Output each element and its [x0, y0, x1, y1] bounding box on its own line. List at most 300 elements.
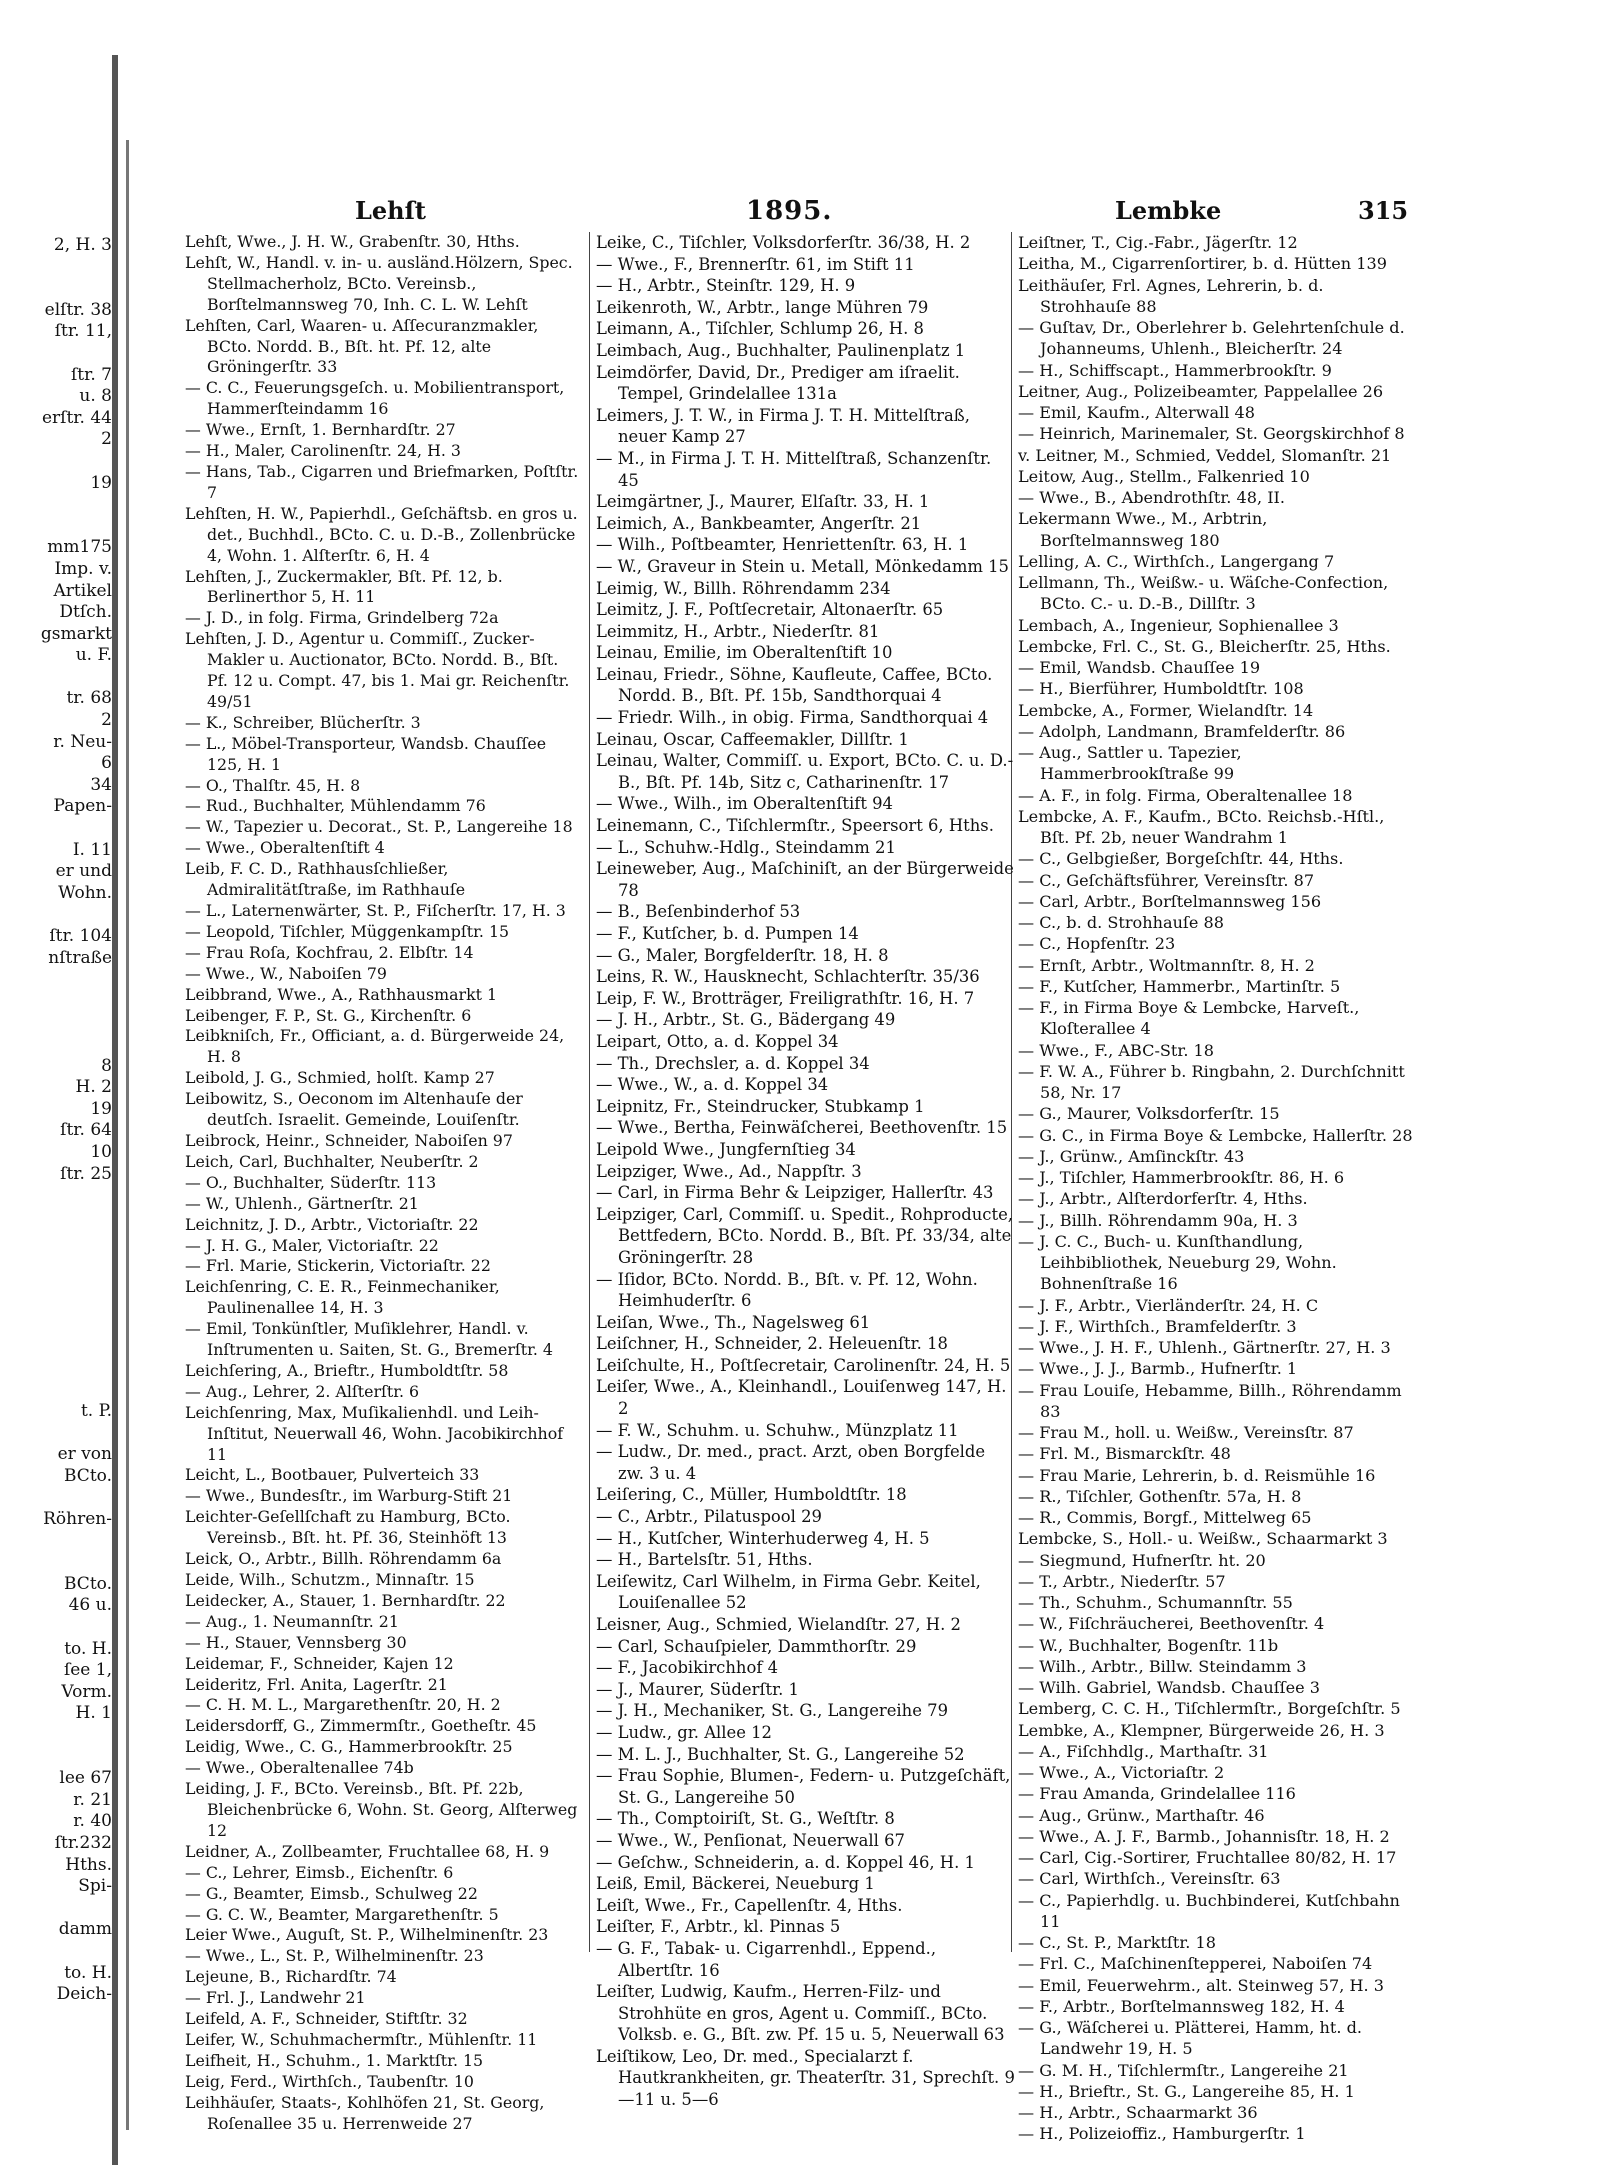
directory-entry: — Aug., Grünw., Marthaſtr. 46 — [1018, 1805, 1265, 1825]
prev-page-line: 2, H. 3 — [53, 235, 112, 255]
directory-entry: Leiß, Emil, Bäckerei, Neueburg 1 — [596, 1874, 875, 1894]
prev-page-line — [0, 1617, 112, 1639]
prev-page-line: Papen- — [53, 796, 112, 817]
directory-entry: Lellmann, Th., Weißw.- u. Wäſche-Confection, BCto. C.- u. D.-B., Dillſtr. 3 — [1018, 573, 1389, 614]
directory-entry: — W., Buchhalter, Bogenſtr. 11b — [1018, 1635, 1279, 1655]
directory-entry: Leimig, W., Billh. Röhrendamm 234 — [596, 578, 891, 598]
directory-entry: — Ludw., Dr. med., pract. Arzt, oben Borgfelde zw. 3 u. 4 — [596, 1442, 986, 1483]
directory-entry: Leimann, A., Tiſchler, Schlump 26, H. 8 — [596, 319, 924, 339]
directory-entry: Lembcke, A., Former, Wielandſtr. 14 — [1018, 700, 1314, 720]
directory-entry: — Emil, Wandsb. Chauſſee 19 — [1018, 658, 1261, 677]
directory-entry: Leinemann, C., Tiſchlermſtr., Speersort 6, Hths. — [596, 816, 994, 836]
prev-page-line: 19 — [90, 472, 112, 493]
prev-page-line — [0, 818, 112, 840]
directory-entry: — K., Schreiber, Blücherſtr. 3 — [185, 712, 421, 732]
prev-page-line: Hths. — [65, 1854, 112, 1875]
directory-entry: — A., Fiſchhdlg., Marthaſtr. 31 — [1018, 1741, 1269, 1761]
prev-page-line: nſtraße — [48, 947, 112, 968]
directory-entry: Lembach, A., Ingenieur, Sophienallee 3 — [1018, 615, 1339, 635]
directory-entry: — F., Kutſcher, Hammerbr., Martinſtr. 5 — [1018, 976, 1341, 996]
prev-page-line — [0, 1250, 112, 1272]
prev-page-line: ſtr.232 — [54, 1832, 112, 1853]
prev-page-line — [0, 1423, 112, 1445]
directory-entry: — R., Tiſchler, Gothenſtr. 57a, H. 8 — [1018, 1486, 1302, 1506]
directory-entry: — J. D., in folg. Firma, Grindelberg 72a — [185, 608, 499, 628]
prev-page-line: t. P. — [80, 1401, 112, 1422]
directory-entry: Leig, Ferd., Wirthſch., Taubenſtr. 10 — [185, 2071, 474, 2091]
directory-entry: Leichſenring, C. E. R., Feinmechaniker, Paulinenallee 14, H. 3 — [185, 1277, 500, 1318]
directory-entry: — G., Beamter, Eimsb., Schulweg 22 — [185, 1883, 478, 1903]
directory-entry: Leitow, Aug., Stellm., Falkenried 10 — [1018, 466, 1310, 486]
directory-entry: — Aug., Lehrer, 2. Alſterſtr. 6 — [185, 1381, 420, 1401]
directory-entry: — H., Stauer, Vennsberg 30 — [185, 1632, 407, 1652]
directory-entry: — G., Maurer, Volksdorferſtr. 15 — [1018, 1104, 1280, 1124]
directory-entry: — C., b. d. Strohhauſe 88 — [1018, 913, 1225, 932]
directory-entry: — R., Commis, Borgf., Mittelweg 65 — [1018, 1508, 1312, 1527]
prev-page-line: 19 — [90, 1098, 112, 1119]
directory-entry: Leichnitz, J. D., Arbtr., Victoriaſtr. 22 — [185, 1214, 479, 1234]
directory-entry: Leiſan, Wwe., Th., Nagelsweg 61 — [596, 1312, 871, 1332]
directory-entry: Leimers, J. T. W., in Firma J. T. H. Mittelſtraß, neuer Kamp 27 — [596, 405, 970, 447]
directory-entry: Leiſtner, T., Cig.-Fabr., Jägerſtr. 12 — [1018, 233, 1298, 252]
previous-page-text — [0, 235, 112, 2006]
prev-page-line: Dtſch. — [59, 602, 112, 623]
prev-page-line: u. 8 — [79, 386, 112, 407]
directory-entry: Leisner, Aug., Schmied, Wielandſtr. 27, H. 2 — [596, 1615, 961, 1634]
prev-page-line: 8 — [101, 1055, 112, 1076]
directory-entry: — H., Schiffscapt., Hammerbrookſtr. 9 — [1018, 360, 1332, 380]
directory-entry: — Emil, Tonkünſtler, Muſiklehrer, Handl. v. Inſtrumenten u. Saiten, St. G., Bremerſtr. 4 — [185, 1319, 553, 1360]
directory-entry: — G., Maler, Borgfelderſtr. 18, H. 8 — [596, 945, 889, 965]
directory-entry: — L., Möbel-Transporteur, Wandsb. Chauſſee 125, H. 1 — [185, 733, 547, 774]
directory-column-1 — [185, 232, 582, 2134]
directory-entry: Leithäuſer, Frl. Agnes, Lehrerin, b. d. Strohhauſe 88 — [1018, 275, 1324, 316]
directory-entry: — Emil, Feuerwehrm., alt. Steinweg 57, H. 3 — [1018, 1975, 1385, 1995]
directory-entry: — Aug., Sattler u. Tapezier, Hammerbrookſtraße 99 — [1018, 743, 1242, 784]
prev-page-line — [0, 1941, 112, 1963]
directory-entry: — J., Arbtr., Alſterdorferſtr. 4, Hths. — [1018, 1189, 1308, 1209]
directory-entry: — Frau Louiſe, Hebamme, Billh., Röhrendamm 83 — [1018, 1380, 1402, 1421]
directory-entry: — Frau Amanda, Grindelallee 116 — [1018, 1784, 1296, 1804]
directory-entry: v. Leitner, M., Schmied, Veddel, Slomanſtr. 21 — [1018, 445, 1392, 465]
directory-entry: — Siegmund, Hufnerſtr. ht. 20 — [1018, 1550, 1266, 1570]
prev-page-line: Röhren- — [43, 1509, 112, 1530]
directory-entry: Leibowitz, S., Oeconom im Altenhauſe der deutſch. Israelit. Gemeinde, Louiſenſtr. — [185, 1089, 523, 1130]
directory-entry: — Frau M., holl. u. Weißw., Vereinsſtr. 87 — [1018, 1423, 1354, 1442]
directory-entry: Leipziger, Carl, Commiſſ. u. Spedit., Rohproducte, Bettfedern, BCto. Nordd. B., Bſt. Pf. 33/34, alte Gröningerſtr. 28 — [596, 1204, 1013, 1267]
directory-entry: Leiſchulte, H., Poſtſecretair, Carolinenſtr. 24, H. 5 — [596, 1355, 1011, 1375]
directory-entry: Lehſten, H. W., Papierhdl., Geſchäftsb. en gros u. det., Buchhdl., BCto. C. u. D.-B., Zollenbrücke 4, Wohn. 1. Alſterſtr. 6, H. 4 — [185, 503, 578, 565]
directory-entry: — G., Wäſcherei u. Plätterei, Hamm, ht. d. Landwehr 19, H. 5 — [1018, 2018, 1363, 2059]
directory-entry: Leide, Wilh., Schutzm., Minnaſtr. 15 — [185, 1570, 475, 1589]
prev-page-line: I. 11 — [72, 839, 112, 860]
prev-page-line: BCto. — [64, 1573, 112, 1594]
directory-entry: Leimgärtner, J., Maurer, Elſaſtr. 33, H. 1 — [596, 492, 930, 512]
directory-entry: — F. W. A., Führer b. Ringbahn, 2. Durchſchnitt 58, Nr. 17 — [1018, 1061, 1405, 1102]
prev-page-line: r. 21 — [73, 1789, 112, 1810]
directory-entry: — F. W., Schuhm. u. Schuhw., Münzplatz 11 — [596, 1420, 959, 1440]
directory-entry: Leimich, A., Bankbeamter, Angerſtr. 21 — [596, 513, 922, 533]
directory-entry: — Wwe., B., Abendrothſtr. 48, II. — [1018, 488, 1286, 507]
page-gutter — [112, 55, 118, 2165]
directory-entry: — J. H., Arbtr., St. G., Bädergang 49 — [596, 1010, 896, 1030]
directory-entry: — Guſtav, Dr., Oberlehrer b. Gelehrtenſchule d. Johanneums, Uhlenh., Bleicherſtr. 24 — [1018, 318, 1405, 359]
prev-page-line — [0, 1012, 112, 1034]
directory-entry: Leifeld, A. F., Schneider, Stiftſtr. 32 — [185, 2009, 468, 2029]
prev-page-line — [0, 667, 112, 689]
directory-entry: Leike, C., Tiſchler, Volksdorferſtr. 36/38, H. 2 — [596, 233, 971, 252]
directory-entry: — H., Bierführer, Humboldtſtr. 108 — [1018, 679, 1304, 699]
directory-column-2 — [596, 232, 1016, 2111]
directory-entry: — H., Polizeioffiz., Hamburgerſtr. 1 — [1018, 2124, 1306, 2144]
directory-entry: Leineweber, Aug., Maſchiniſt, an der Bürgerweide 78 — [596, 859, 1014, 900]
prev-page-line — [0, 1725, 112, 1747]
directory-entry: — Hans, Tab., Cigarren und Briefmarken, Poſtſtr. 7 — [185, 461, 579, 502]
directory-entry: — M. L. J., Buchhalter, St. G., Langereihe 52 — [596, 1744, 965, 1764]
directory-entry: Lehſten, Carl, Waaren- u. Aſſecuranzmakler, BCto. Nordd. B., Bſt. ht. Pf. 12, alte Gröningerſtr. 33 — [185, 315, 539, 377]
directory-entry: — Th., Drechsler, a. d. Koppel 34 — [596, 1053, 870, 1073]
directory-entry: — C., St. P., Marktſtr. 18 — [1018, 1933, 1216, 1952]
prev-page-line: lee 67 — [59, 1768, 112, 1789]
prev-page-line — [0, 1531, 112, 1553]
directory-entry: — Rud., Buchhalter, Mühlendamm 76 — [185, 796, 486, 816]
directory-entry: — Carl, Arbtr., Borſtelmannsweg 156 — [1018, 891, 1322, 911]
directory-entry: Lembcke, A. F., Kaufm., BCto. Reichsb.-Hſtl., Bſt. Pf. 2b, neuer Wandrahm 1 — [1018, 806, 1385, 847]
prev-page-line: damm — [58, 1919, 112, 1940]
directory-entry: Leidecker, A., Stauer, 1. Bernhardſtr. 22 — [185, 1590, 506, 1610]
directory-entry: — W., Uhlenh., Gärtnerſtr. 21 — [185, 1193, 419, 1213]
prev-page-line — [0, 1747, 112, 1769]
prev-page-line — [0, 1898, 112, 1920]
directory-entry: Leideritz, Frl. Anita, Lagerſtr. 21 — [185, 1674, 448, 1694]
directory-entry: — H., Arbtr., Steinſtr. 129, H. 9 — [596, 276, 856, 296]
prev-page-line — [0, 1487, 112, 1509]
directory-entry: — F., in Firma Boye & Lembcke, Harveſt., Kloſterallee 4 — [1018, 998, 1360, 1039]
directory-entry: — Frl. J., Landwehr 21 — [185, 1988, 366, 2008]
directory-entry: Leifer, W., Schuhmachermſtr., Mühlenſtr. 11 — [185, 2029, 538, 2049]
prev-page-line — [0, 1228, 112, 1250]
directory-entry: — Wwe., Oberaltenſtift 4 — [185, 838, 385, 858]
prev-page-line: BCto. — [64, 1465, 112, 1486]
prev-page-line: u. F. — [75, 645, 112, 666]
directory-entry: — C., Gelbgießer, Borgeſchſtr. 44, Hths. — [1018, 849, 1344, 869]
directory-entry: Lembcke, Frl. C., St. G., Bleicherſtr. 25, Hths. — [1018, 636, 1391, 656]
prev-page-line: tr. 68 — [66, 688, 112, 709]
prev-page-line: er und — [55, 861, 112, 882]
directory-entry: Lembcke, S., Holl.- u. Weißw., Schaarmarkt 3 — [1018, 1529, 1388, 1549]
directory-entry: — Wwe., Bertha, Feinwäſcherei, Beethovenſtr. 15 — [596, 1118, 1008, 1138]
prev-page-line — [0, 1185, 112, 1207]
directory-entry: Leiſter, F., Arbtr., kl. Pinnas 5 — [596, 1917, 841, 1937]
prev-page-line — [0, 1272, 112, 1294]
directory-entry: — T., Arbtr., Niederſtr. 57 — [1018, 1571, 1226, 1591]
prev-page-line — [0, 1293, 112, 1315]
prev-page-line — [0, 1379, 112, 1401]
directory-entry: — Wwe., F., Brennerſtr. 61, im Stift 11 — [596, 254, 915, 274]
directory-entry: Leicht, L., Bootbauer, Pulverteich 33 — [185, 1465, 480, 1485]
prev-page-line — [0, 1358, 112, 1380]
directory-entry: — O., Buchhalter, Süderſtr. 113 — [185, 1172, 437, 1192]
prev-page-line: H. 2 — [75, 1077, 112, 1098]
directory-entry: Leiſering, C., Müller, Humboldtſtr. 18 — [596, 1485, 907, 1505]
prev-page-line: ſtr. 64 — [60, 1120, 112, 1141]
prev-page-line: 2 — [101, 429, 112, 450]
prev-page-line — [0, 278, 112, 300]
directory-entry: — Wwe., Bundesſtr., im Warburg-Stift 21 — [185, 1486, 513, 1506]
directory-entry: — H., Kutſcher, Winterhuderweg 4, H. 5 — [596, 1528, 930, 1548]
directory-entry: — Wwe., A., Victoriaſtr. 2 — [1018, 1763, 1225, 1782]
directory-entry: — C., Papierhdlg. u. Buchbinderei, Kutſchbahn 11 — [1018, 1890, 1400, 1931]
prev-page-line: gsmarkt — [40, 623, 112, 644]
directory-entry: — B., Beſenbinderhof 53 — [596, 902, 801, 922]
directory-entry: Lembke, A., Klempner, Bürgerweide 26, H. 3 — [1018, 1720, 1385, 1740]
directory-entry: Lelling, A. C., Wirthſch., Langergang 7 — [1018, 551, 1335, 571]
directory-entry: Leipold Wwe., Jungfernſtieg 34 — [596, 1139, 856, 1159]
directory-entry: Lehſt, W., Handl. v. in- u. ausländ.Hölzern, Spec. Stellmacherholz, BCto. Vereinsb., Borſtelmannsweg 70, Inh. C. L. W. Lehſt — [185, 252, 573, 314]
directory-entry: — Friedr. Wilh., in obig. Firma, Sandthorquai 4 — [596, 708, 989, 728]
directory-entry: — Wwe., W., Penſionat, Neuerwall 67 — [596, 1830, 905, 1850]
prev-page-line: ſtr. 7 — [70, 364, 112, 385]
directory-entry: — C., Lehrer, Eimsb., Eichenſtr. 6 — [185, 1862, 454, 1882]
prev-page-line: elſtr. 38 — [44, 299, 112, 320]
directory-entry: — Wwe., L., St. P., Wilhelminenſtr. 23 — [185, 1946, 484, 1966]
directory-entry: — L., Schuhw.-Hdlg., Steindamm 21 — [596, 837, 896, 857]
directory-entry: — J. C. C., Buch- u. Kunſthandlung, Leihbibliothek, Neueburg 29, Wohn. Bohnenſtraße 16 — [1018, 1231, 1337, 1294]
directory-entry: Leip, F. W., Brotträger, Freiligrathſtr. 16, H. 7 — [596, 988, 975, 1008]
directory-entry: — C., Hopfenſtr. 23 — [1018, 934, 1176, 954]
directory-entry: Leichſenring, Max, Muſikalienhdl. und Leih-Inſtitut, Neuerwall 46, Wohn. Jacobikirchhof 11 — [185, 1402, 564, 1464]
directory-entry: Leimdörfer, David, Dr., Prediger am iſraelit. Tempel, Grindelallee 131a — [596, 362, 960, 404]
directory-entry: — J., Maurer, Süderſtr. 1 — [596, 1679, 799, 1699]
directory-entry: Leidner, A., Zollbeamter, Fruchtallee 68, H. 9 — [185, 1841, 550, 1861]
page-number: 315 — [1358, 196, 1409, 225]
directory-entry: — Frau Roſa, Kochfrau, 2. Elbſtr. 14 — [185, 942, 474, 962]
directory-entry: — C., Geſchäftsführer, Vereinsſtr. 87 — [1018, 870, 1315, 890]
directory-entry: — J. F., Wirthſch., Bramfelderſtr. 3 — [1018, 1316, 1297, 1336]
directory-entry: — W., Fiſchräucherei, Beethovenſtr. 4 — [1018, 1614, 1325, 1634]
directory-entry: — H., Bartelsſtr. 51, Hths. — [596, 1550, 813, 1570]
prev-page-line: er von — [57, 1444, 112, 1465]
prev-page-line: to. H. — [64, 1962, 112, 1983]
directory-entry: Leipziger, Wwe., Ad., Nappſtr. 3 — [596, 1161, 862, 1181]
directory-entry: Leich, Carl, Buchhalter, Neuberſtr. 2 — [185, 1151, 479, 1171]
directory-entry: — Wwe., W., a. d. Koppel 34 — [596, 1075, 829, 1095]
directory-entry: Lehſt, Wwe., J. H. W., Grabenſtr. 30, Hths. — [185, 232, 520, 251]
prev-page-line — [0, 451, 112, 473]
directory-entry: — C. H. M. L., Margarethenſtr. 20, H. 2 — [185, 1695, 501, 1715]
directory-entry: — Frl. C., Maſchinenſtepperei, Naboiſen 74 — [1018, 1954, 1373, 1974]
directory-entry: Leichſering, A., Brieftr., Humboldtſtr. 58 — [185, 1360, 509, 1380]
prev-page-line: to. H. — [64, 1638, 112, 1659]
directory-entry: — Wwe., Ernſt, 1. Bernhardſtr. 27 — [185, 420, 456, 440]
directory-entry: — G. C., in Firma Boye & Lembcke, Hallerſtr. 28 — [1018, 1125, 1413, 1145]
directory-entry: — Carl, Wirthſch., Vereinsſtr. 63 — [1018, 1869, 1281, 1889]
prev-page-line: r. 40 — [73, 1811, 112, 1832]
directory-entry: — Carl, Cig.-Sortirer, Fruchtallee 80/82, H. 17 — [1018, 1848, 1397, 1867]
directory-entry: — Ernſt, Arbtr., Woltmannſtr. 8, H. 2 — [1018, 955, 1315, 975]
directory-entry: Leinau, Walter, Commiſſ. u. Export, BCto. C. u. D.-B., Bſt. Pf. 14b, Sitz c, Catharinenſtr. 17 — [596, 751, 1014, 792]
directory-entry: Leins, R. W., Hausknecht, Schlachterſtr. 35/36 — [596, 967, 980, 987]
prev-page-line: Spi- — [78, 1876, 112, 1897]
prev-page-line — [0, 1034, 112, 1056]
directory-entry: Leifheit, H., Schuhm., 1. Marktſtr. 15 — [185, 2050, 484, 2070]
prev-page-line — [0, 516, 112, 538]
prev-page-line: 6 — [101, 753, 112, 774]
directory-entry: — L., Laternenwärter, St. P., Fiſcherſtr. 17, H. 3 — [185, 901, 566, 920]
directory-entry: — Wwe., J. J., Barmb., Hufnerſtr. 1 — [1018, 1359, 1298, 1379]
directory-entry: Leipart, Otto, a. d. Koppel 34 — [596, 1031, 839, 1051]
directory-entry: — J. H., Mechaniker, St. G., Langereihe 79 — [596, 1701, 948, 1721]
directory-entry: Lemberg, C. C. H., Tiſchlermſtr., Borgeſchſtr. 5 — [1018, 1699, 1401, 1719]
directory-entry: — Heinrich, Marinemaler, St. Georgskirchhof 8 — [1018, 424, 1405, 444]
page-left-edge — [126, 140, 129, 2130]
prev-page-line: Vorm. — [61, 1681, 112, 1702]
directory-entry: — Wwe., Wilh., im Oberaltenſtift 94 — [596, 794, 893, 814]
directory-entry: — Geſchw., Schneiderin, a. d. Koppel 46, H. 1 — [596, 1852, 975, 1872]
directory-entry: Leidig, Wwe., C. G., Hammerbrookſtr. 25 — [185, 1737, 513, 1757]
directory-entry: Leichter-Geſellſchaft zu Hamburg, BCto. Vereinsb., Bſt. ht. Pf. 36, Steinhöft 13 — [185, 1507, 511, 1548]
prev-page-line — [0, 343, 112, 365]
directory-entry: Lehſten, J., Zuckermakler, Bſt. Pf. 12, b. Berlinerthor 5, H. 11 — [185, 566, 503, 607]
prev-page-line — [0, 969, 112, 991]
directory-entry: — J., Grünw., Amſinckſtr. 43 — [1018, 1146, 1245, 1166]
directory-entry: — J., Billh. Röhrendamm 90a, H. 3 — [1018, 1210, 1298, 1230]
directory-entry: — Wwe., J. H. F., Uhlenh., Gärtnerſtr. 27, H. 3 — [1018, 1338, 1391, 1357]
prev-page-line: r. Neu- — [53, 731, 112, 752]
directory-entry: — Frl. Marie, Stickerin, Victoriaſtr. 22 — [185, 1256, 491, 1276]
directory-entry: — Frl. M., Bismarckſtr. 48 — [1018, 1444, 1231, 1464]
directory-entry: Leibenger, F. P., St. G., Kirchenſtr. 6 — [185, 1005, 472, 1025]
directory-entry: Lejeune, B., Richardſtr. 74 — [185, 1967, 397, 1987]
prev-page-line — [0, 1336, 112, 1358]
directory-entry: — W., Graveur in Stein u. Metall, Mönkedamm 15 — [596, 556, 1009, 576]
prev-page-line — [0, 257, 112, 279]
prev-page-line: ſtr. 104 — [49, 926, 112, 946]
directory-entry: — H., Brieftr., St. G., Langereihe 85, H. 1 — [1018, 2081, 1355, 2101]
directory-entry: — Wilh., Poſtbeamter, Henriettenſtr. 63, H. 1 — [596, 535, 969, 555]
directory-entry: Leiſtikow, Leo, Dr. med., Specialarzt f. Hautkrankheiten, gr. Theaterſtr. 31, Sprechſt. 9—11 u. 5—6 — [596, 2046, 1015, 2110]
directory-entry: — Ludw., gr. Allee 12 — [596, 1722, 772, 1742]
directory-entry: — M., in Firma J. T. H. Mittelſtraß, Schanzenſtr. 45 — [596, 448, 992, 490]
directory-entry: Leib, F. C. D., Rathhausſchließer, Admiralitätſtraße, im Rathhauſe — [185, 859, 466, 900]
prev-page-line: 2 — [101, 710, 112, 731]
directory-entry: — Carl, Schauſpieler, Dammthorſtr. 29 — [596, 1636, 917, 1656]
directory-entry: Leitner, Aug., Polizeibeamter, Pappelallee 26 — [1018, 381, 1384, 401]
directory-entry: — G. M. H., Tiſchlermſtr., Langereihe 21 — [1018, 2060, 1349, 2080]
directory-entry: — A. F., in folg. Firma, Oberaltenallee 18 — [1018, 785, 1353, 805]
directory-entry: Leiſt, Wwe., Fr., Capellenſtr. 4, Hths. — [596, 1895, 903, 1915]
directory-entry: — H., Maler, Carolinenſtr. 24, H. 3 — [185, 441, 461, 461]
directory-entry: — Frau Marie, Lehrerin, b. d. Reismühle 16 — [1018, 1465, 1376, 1485]
directory-entry: Leipnitz, Fr., Steindrucker, Stubkamp 1 — [596, 1096, 925, 1116]
prev-page-line: Artikel — [53, 580, 112, 601]
prev-page-line: erſtr. 44 — [41, 407, 112, 428]
column-rule — [589, 232, 590, 1952]
directory-entry: Leiſer, Wwe., A., Kleinhandl., Louiſenweg 147, H. 2 — [596, 1377, 1007, 1419]
prev-page-line: ſtr. 11, — [54, 321, 112, 342]
directory-entry: — Frau Sophie, Blumen-, Federn- u. Putzgeſchäft, St. G., Langereihe 50 — [596, 1766, 1011, 1807]
directory-entry: — Aug., 1. Neumannſtr. 21 — [185, 1611, 399, 1631]
directory-entry: — O., Thalſtr. 45, H. 8 — [185, 775, 361, 795]
directory-entry: — Th., Comptoiriſt, St. G., Weſtſtr. 8 — [596, 1809, 895, 1829]
directory-entry: Leiſewitz, Carl Wilhelm, in Firma Gebr. Keitel, Louiſenallee 52 — [596, 1571, 981, 1613]
prev-page-line: 46 u. — [68, 1595, 112, 1616]
directory-entry: Leihhäuſer, Staats-, Kohlhöfen 21, St. Georg, Roſenallee 35 u. Herrenweide 27 — [185, 2092, 545, 2133]
directory-entry: Leinau, Oscar, Caffeemakler, Dillſtr. 1 — [596, 729, 909, 749]
prev-page-line: mm175 — [47, 537, 112, 558]
directory-entry: — G. C. W., Beamter, Margarethenſtr. 5 — [185, 1904, 499, 1924]
directory-entry: — J. H. G., Maler, Victoriaſtr. 22 — [185, 1235, 439, 1255]
directory-entry: — Iſidor, BCto. Nordd. B., Bſt. v. Pf. 12, Wohn. Heimhuderſtr. 6 — [596, 1269, 978, 1311]
prev-page-line: 34 — [90, 774, 112, 795]
directory-entry: — F., Kutſcher, b. d. Pumpen 14 — [596, 924, 859, 943]
directory-entry: — F., Arbtr., Borſtelmannsweg 182, H. 4 — [1018, 1996, 1345, 2016]
directory-entry: Leibold, J. G., Schmied, holſt. Kamp 27 — [185, 1068, 495, 1088]
prev-page-line: H. 1 — [75, 1703, 112, 1724]
directory-column-3 — [1018, 232, 1413, 2145]
prev-page-line: Deich- — [56, 1984, 112, 2005]
right-catchword: Lembke — [1115, 196, 1222, 225]
directory-entry: — Leopold, Tiſchler, Müggenkampſtr. 15 — [185, 921, 510, 941]
directory-entry: — Th., Schuhm., Schumannſtr. 55 — [1018, 1593, 1293, 1612]
directory-entry: Leimbach, Aug., Buchhalter, Paulinenplatz 1 — [596, 340, 966, 360]
directory-entry: Leitha, M., Cigarrenſortirer, b. d. Hütten 139 — [1018, 254, 1387, 274]
directory-entry: Leibrock, Heinr., Schneider, Naboiſen 97 — [185, 1130, 513, 1150]
directory-entry: Leinau, Emilie, im Oberaltenſtift 10 — [596, 643, 893, 663]
page-header — [130, 196, 1410, 230]
prev-page-line — [0, 1315, 112, 1337]
directory-entry: — J., Tiſchler, Hammerbrookſtr. 86, H. 6 — [1018, 1168, 1345, 1187]
prev-page-line — [0, 1207, 112, 1229]
directory-entry: — Wwe., F., ABC-Str. 18 — [1018, 1040, 1215, 1060]
directory-entry: Leimmitz, H., Arbtr., Niederſtr. 81 — [596, 621, 880, 641]
directory-entry: — Wwe., W., Naboiſen 79 — [185, 963, 387, 983]
directory-entry: Leiſter, Ludwig, Kaufm., Herren-Filz- und Strohhüte en gros, Agent u. Commiſſ., BCto. Volksb. e. G., Bſt. zw. Pf. 15 u. 5, Neuerwall 63 — [596, 1982, 1005, 2045]
directory-entry: Lekermann Wwe., M., Arbtrin, Borſtelmannsweg 180 — [1018, 509, 1268, 550]
prev-page-line: Imp. v. — [54, 558, 112, 579]
prev-page-line: Wohn. — [58, 882, 112, 903]
directory-entry: — F., Jacobikirchhof 4 — [596, 1658, 779, 1678]
directory-entry: — H., Arbtr., Schaarmarkt 36 — [1018, 2103, 1258, 2122]
prev-page-line: 10 — [90, 1141, 112, 1162]
directory-entry: — Adolph, Landmann, Bramfelderſtr. 86 — [1018, 721, 1346, 741]
year-heading: 1895. — [746, 196, 833, 226]
directory-entry: Leidersdorff, G., Zimmermſtr., Goetheſtr. 45 — [185, 1716, 537, 1736]
directory-entry: Leimitz, J. F., Poſtſecretair, Altonaerſtr. 65 — [596, 600, 944, 620]
prev-page-line — [0, 494, 112, 516]
directory-entry: Leick, O., Arbtr., Billh. Röhrendamm 6a — [185, 1549, 502, 1569]
directory-entry: Leiding, J. F., BCto. Vereinsb., Bſt. Pf. 22b, Bleichenbrücke 6, Wohn. St. Georg, Alſterweg 12 — [185, 1779, 578, 1840]
directory-entry: — W., Tapezier u. Decorat., St. P., Langereihe 18 — [185, 817, 573, 837]
directory-entry: — C. C., Feuerungsgeſch. u. Mobilientransport, Hammerſteindamm 16 — [185, 378, 565, 419]
directory-entry: — Wilh. Gabriel, Wandsb. Chauſſee 3 — [1018, 1678, 1321, 1697]
directory-entry: — G. F., Tabak- u. Cigarrenhdl., Eppend., Albertſtr. 16 — [596, 1938, 937, 1980]
directory-entry: Lehſten, J. D., Agentur u. Commiſſ., Zucker-Makler u. Auctionator, BCto. Nordd. B., Bſt. Pf. 12 u. Compt. 47, bis 1. Mai gr. Reichenſtr. 49/51 — [185, 629, 570, 711]
directory-entry: Leiſchner, H., Schneider, 2. Heleuenſtr. 18 — [596, 1334, 948, 1354]
directory-entry: — Carl, in Firma Behr & Leipziger, Hallerſtr. 43 — [596, 1183, 994, 1203]
directory-entry: — C., Arbtr., Pilatuspool 29 — [596, 1507, 822, 1527]
prev-page-line: ſtr. 25 — [60, 1163, 112, 1184]
directory-entry: — Emil, Kaufm., Alterwall 48 — [1018, 403, 1256, 422]
prev-page-line — [0, 991, 112, 1013]
directory-entry: — Wilh., Arbtr., Billw. Steindamm 3 — [1018, 1656, 1307, 1676]
directory-entry: — Wwe., A. J. F., Barmb., Johannisſtr. 18, H. 2 — [1018, 1826, 1390, 1846]
prev-page-line: ſee 1, — [63, 1660, 112, 1681]
directory-entry: — Wwe., Oberaltenallee 74b — [185, 1758, 414, 1778]
directory-entry: Leibbrand, Wwe., A., Rathhausmarkt 1 — [185, 984, 498, 1004]
left-catchword: Lehſt — [355, 196, 427, 225]
directory-entry: Leidemar, F., Schneider, Kajen 12 — [185, 1653, 454, 1673]
